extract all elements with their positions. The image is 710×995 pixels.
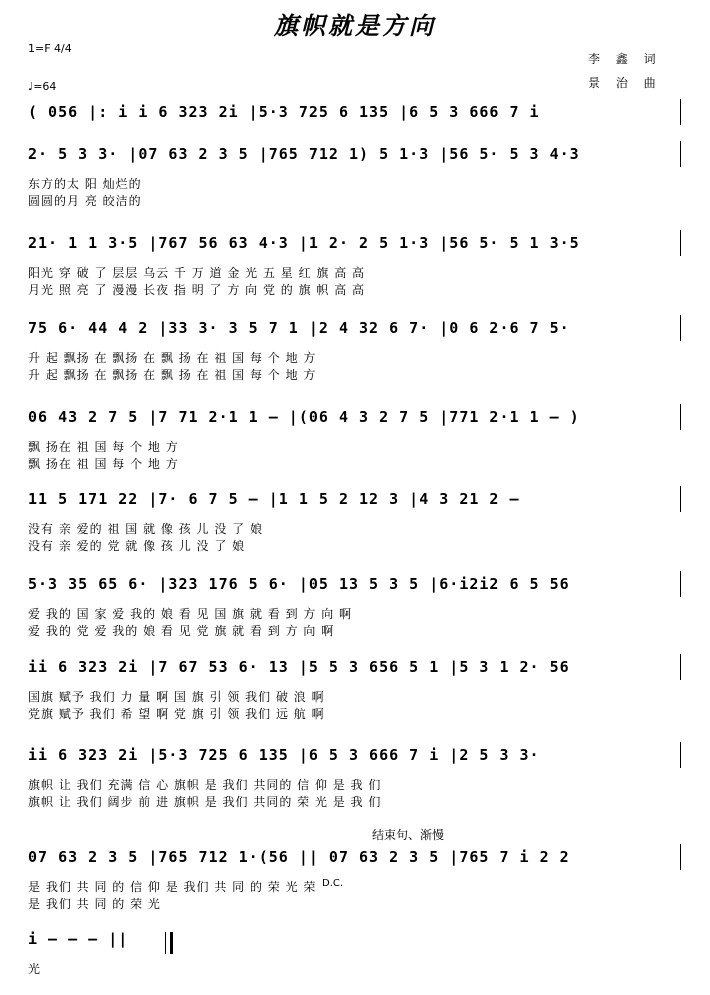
- lyric-line: 圆圆的月 亮 皎洁的: [28, 194, 142, 208]
- notation-line: 06 43 2 7 5 |7 71 2·1 1 – |(06 4 3 2 7 5 |771 2·1 1 – ): [28, 408, 580, 426]
- barline: [680, 315, 681, 341]
- lyric-line: 东方的太 阳 灿烂的: [28, 177, 142, 191]
- notation-line: ( 056 |: i i 6 323 2i |5·3 725 6 135 |6 5 3 666 7 i: [28, 103, 540, 121]
- key-signature: 1=F 4/4: [28, 42, 72, 55]
- dc-marking: D.C.: [322, 878, 344, 889]
- notation-line: 2· 5 3 3· |07 63 2 3 5 |765 712 1) 5 1·3 |56 5· 5 3 4·3: [28, 145, 580, 163]
- lyric-line: 升 起 飘扬 在 飘扬 在 飘 扬 在 祖 国 每 个 地 方: [28, 368, 317, 382]
- barline: [680, 141, 681, 167]
- lyric-line: 升 起 飘扬 在 飘扬 在 飘 扬 在 祖 国 每 个 地 方: [28, 351, 317, 365]
- barline: [680, 486, 681, 512]
- lyric-line: 旗帜 让 我们 阔步 前 进 旗帜 是 我们 共同的 荣 光 是 我 们: [28, 795, 382, 809]
- ending-annotation: 结束句、渐慢: [372, 828, 445, 842]
- lyric-line: 光: [28, 962, 42, 976]
- lyric-line: 没有 亲 爱的 祖 国 就 像 孩 儿 没 了 娘: [28, 522, 263, 536]
- notation-line: 07 63 2 3 5 |765 712 1·(56 || 07 63 2 3 5 |765 7 i 2 2: [28, 848, 570, 866]
- lyric-line: 没有 亲 爱的 党 就 像 孩 儿 没 了 娘: [28, 539, 246, 553]
- lyric-line: 党旗 赋予 我们 希 望 啊 党 旗 引 领 我们 远 航 啊: [28, 707, 325, 721]
- barline: [680, 99, 681, 125]
- barline: [680, 654, 681, 680]
- notation-line: ii 6 323 2i |5·3 725 6 135 |6 5 3 666 7 i |2 5 3 3·: [28, 746, 540, 764]
- barline: [680, 742, 681, 768]
- notation-line: 21· 1 1 3·5 |767 56 63 4·3 |1 2· 2 5 1·3 |56 5· 5 1 3·5: [28, 234, 580, 252]
- notation-line: ii 6 323 2i |7 67 53 6· 13 |5 5 3 656 5 1 |5 3 1 2· 56: [28, 658, 570, 676]
- final-barline: [165, 932, 173, 954]
- notation-line: 5·3 35 65 6· |323 176 5 6· |05 13 5 3 5 |6·i2i2 6 5 56: [28, 575, 570, 593]
- lyric-line: 旗帜 让 我们 充满 信 心 旗帜 是 我们 共同的 信 仰 是 我 们: [28, 778, 382, 792]
- barline: [680, 230, 681, 256]
- notation-line: i – – – ||: [28, 930, 129, 948]
- lyric-line: 飘 扬在 祖 国 每 个 地 方: [28, 440, 179, 454]
- lyric-line: 月光 照 亮 了 漫漫 长夜 指 明 了 方 向 党 的 旗 帜 高 高: [28, 283, 366, 297]
- notation-line: 75 6· 44 4 2 |33 3· 3 5 7 1 |2 4 32 6 7· |0 6 2·6 7 5·: [28, 319, 570, 337]
- lyric-line: 爱 我的 国 家 爱 我的 娘 看 见 国 旗 就 看 到 方 向 啊: [28, 607, 353, 621]
- lyric-line: 国旗 赋予 我们 力 量 啊 国 旗 引 领 我们 破 浪 啊: [28, 690, 325, 704]
- barline: [680, 571, 681, 597]
- lyric-line: 是 我们 共 同 的 信 仰 是 我们 共 同 的 荣 光 荣: [28, 880, 317, 894]
- song-title: 旗帜就是方向: [274, 11, 436, 40]
- lyric-line: 是 我们 共 同 的 荣 光: [28, 897, 161, 911]
- lyric-line: 阳光 穿 破 了 层层 乌云 千 万 道 金 光 五 星 红 旗 高 高: [28, 266, 366, 280]
- composer-credit: 景 治 曲: [588, 76, 662, 90]
- notation-line: 11 5 171 22 |7· 6 7 5 – |1 1 5 2 12 3 |4 3 21 2 –: [28, 490, 520, 508]
- lyricist-credit: 李 鑫 词: [588, 52, 662, 66]
- tempo-marking: ♩=64: [28, 80, 57, 93]
- barline: [680, 404, 681, 430]
- lyric-line: 飘 扬在 祖 国 每 个 地 方: [28, 457, 179, 471]
- lyric-line: 爱 我的 党 爱 我的 娘 看 见 党 旗 就 看 到 方 向 啊: [28, 624, 335, 638]
- barline: [680, 844, 681, 870]
